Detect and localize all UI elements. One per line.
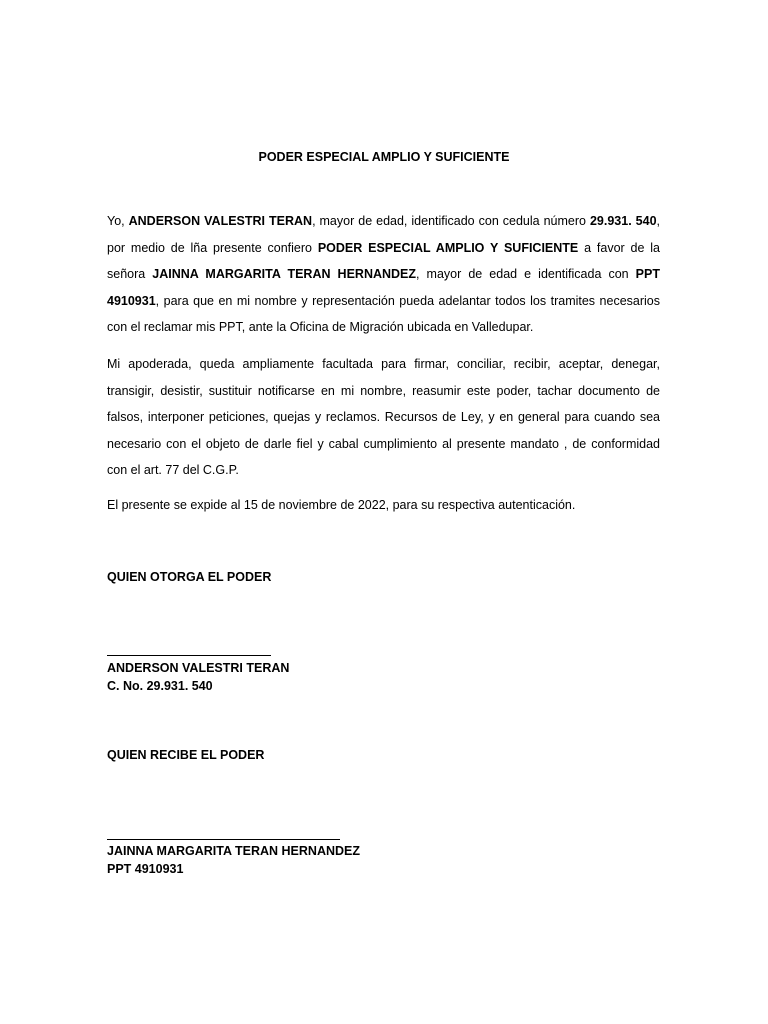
recipient-signature-line [107,839,340,840]
grantor-heading: QUIEN OTORGA EL PODER [107,570,272,584]
power-type-bold: PODER ESPECIAL AMPLIO Y SUFICIENTE [317,240,579,255]
p1-text-4: a favor de la señora [107,240,661,281]
grantor-signature-line [107,655,271,656]
grantor-name-bold: ANDERSON VALESTRI TERAN [128,214,313,228]
p1-text-3: , por medio de lña presente confiero [107,214,661,255]
recipient-name: JAINNA MARGARITA TERAN HERNANDEZ [107,844,361,858]
paragraph-date: El presente se expide al 15 de noviembre de 2022, para su respectiva autenticación. [107,498,576,512]
paragraph-powers: Mi apoderada, queda ampliamente facultada para firmar, conciliar, recibir, aceptar, denegar, transigir, desistir, sustituir notificarse en mi nombre, reasumir este poder, tachar documento de falsos, interponer peticiones, quejas y reclamos. Recursos de Ley, y en general para cuando sea necesario con el objeto de darle fiel y cabal cumplimiento al presente mandato , de conformidad con el art. 77 del C.G.P. [107,357,660,477]
p1-text-5: , mayor de edad e identificada con [416,267,636,281]
recipient-name-bold: JAINNA MARGARITA TERAN HERNANDEZ [152,267,417,281]
p1-text-6: , para que en mi nombre y representación pueda adelantar todos los tramites necesarios con el reclamar mis PPT, ante la Oficina de Migración ubicada en Valledupar. [107,293,660,334]
grantor-id: C. No. 29.931. 540 [107,679,213,693]
grantor-id-bold: 29.931. 540 [589,214,657,228]
recipient-id: PPT 4910931 [107,862,184,876]
recipient-heading: QUIEN RECIBE EL PODER [107,748,265,762]
p1-text-1: Yo, [107,214,129,228]
p1-text-2: , mayor de edad, identificado con cedula número [312,214,590,228]
recipient-id-bold: PPT 4910931 [107,267,660,308]
grantor-name: ANDERSON VALESTRI TERAN [107,661,290,675]
paragraph-grant [107,208,660,341]
document-title: PODER ESPECIAL AMPLIO Y SUFICIENTE [258,150,510,164]
